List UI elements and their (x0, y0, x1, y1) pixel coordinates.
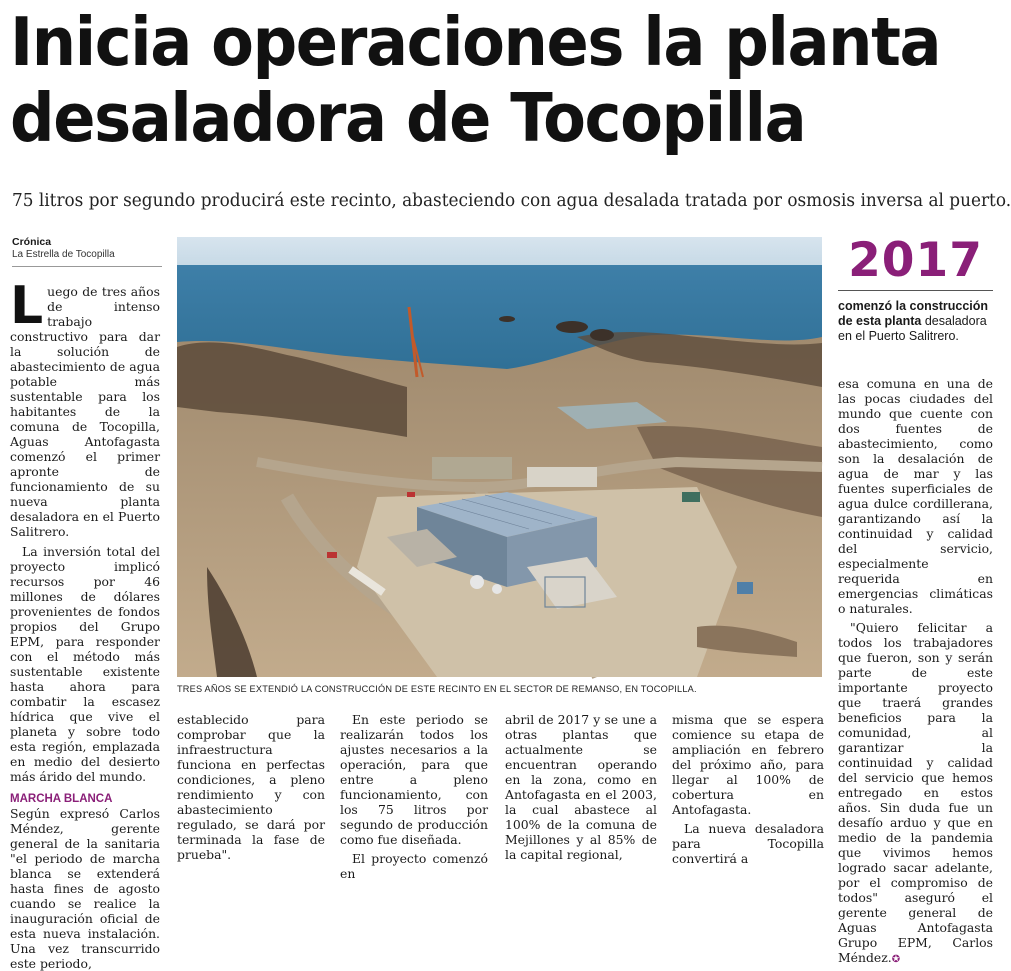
lead-paragraph (10, 276, 160, 539)
article-column-1 (10, 276, 160, 971)
paragraph: Según expresó Carlos Méndez, gerente general de la sanitaria "el periodo de marcha blanca se extenderá hasta fines de agosto cuando se realice la inauguración oficial de esta nueva instalación. Una vez transcurrido este periodo, (10, 806, 160, 971)
paragraph: La nueva desaladora para Tocopilla convertirá a (672, 821, 824, 866)
section-label: Crónica (12, 236, 52, 248)
subheadline: 75 litros por segundo producirá este recinto, abasteciendo con agua desalada tratada por osmosis inversa al puerto. (12, 191, 1011, 211)
aerial-photo-illustration (177, 237, 822, 677)
paragraph: misma que se espera comience su etapa de ampliación en febrero del próximo año, para llegar al 100% de cobertura en Antofagasta. (672, 712, 824, 817)
headline (10, 3, 941, 157)
article-column-5 (672, 712, 824, 866)
article-column-4 (505, 712, 657, 862)
paragraph: esa comuna en una de las pocas ciudades del mundo que cuente con dos fuentes de abastecimiento, como son la desalación de agua de mar y las fuentes superficiales de agua dulce cordillerana, garantizando así la continuidad y calidad del servicio, especialmente requerida en emergencias climáticas o naturales. (838, 376, 993, 616)
stat-number: 2017 (848, 233, 983, 288)
paragraph: El proyecto comenzó en (340, 851, 488, 881)
stat-box (838, 232, 993, 344)
subsection-title: MARCHA BLANCA (10, 793, 113, 805)
headline-line-1: Inicia operaciones la planta (10, 3, 941, 81)
headline-line-2: desaladora de Tocopilla (10, 79, 806, 157)
dropcap: L (10, 276, 44, 336)
source-label: La Estrella de Tocopilla (12, 249, 115, 260)
byline (12, 236, 162, 267)
paragraph: abril de 2017 y se une a otras plantas que actualmente se encuentran operando en la zona, como en Antofagasta en el 2003, la cual abastece al 100% de la comuna de Mejillones y al 85% de la capital regional, (505, 712, 657, 862)
paragraph: establecido para comprobar que la infraestructura funciona en perfectas condiciones, a pleno rendimiento y con abastecimiento regulado, se dará por terminada la fase de prueba". (177, 712, 325, 862)
stat-divider (838, 290, 993, 291)
stat-rest-text: desaladora en el Puerto Salitrero. (838, 314, 987, 343)
quote-text: "Quiero felicitar a todos los trabajadores que fueron, son y serán parte de este importante proyecto que traerá grandes beneficios para la comunidad, al garantizar la continuidad y calidad del servicio que hemos entregado en estos años. Sin duda fue un desafío arduo y que en medio de la pandemia que vivimos hemos logrado sacar adelante, por el compromiso de todos" aseguró el gerente general de Aguas Antofagasta Grupo EPM, Carlos Méndez. (838, 620, 993, 965)
desalination-plant-photo (177, 237, 822, 677)
paragraph: En este periodo se realizarán todos los ajustes necesarios a la operación, para que entre a pleno funcionamiento, con los 75 litros por segundo de producción como fue diseñada. (340, 712, 488, 847)
stat-bold-text: comenzó la construcción de esta planta (838, 299, 989, 328)
stat-text (838, 299, 993, 344)
article-column-6 (838, 376, 993, 965)
paragraph: La inversión total del proyecto implicó recursos por 46 millones de dólares provenientes de fondos propios del Grupo EPM, para responder con el método más sustentable existente hasta ahora para combatir la escasez hídrica que vive el planeta y sobre todo esta región, emplazada en medio del desierto más árido del mundo. (10, 544, 160, 784)
end-mark-icon: ✪ (891, 954, 901, 965)
paragraph (838, 620, 993, 967)
article-column-3 (340, 712, 488, 881)
article-column-2 (177, 712, 325, 862)
lead-text: uego de tres años de intenso trabajo constructivo para dar la solución de abastecimiento de agua potable más sustentable para los habitantes de la comuna de Tocopilla, Aguas Antofagasta comenzó el primer apronte de funcionamiento de su nueva planta desaladora en el Puerto Salitrero. (10, 284, 160, 539)
photo-caption: TRES AÑOS SE EXTENDIÓ LA CONSTRUCCIÓN DE ESTE RECINTO EN EL SECTOR DE REMANSO, EN TOCOPILLA. (177, 684, 697, 694)
